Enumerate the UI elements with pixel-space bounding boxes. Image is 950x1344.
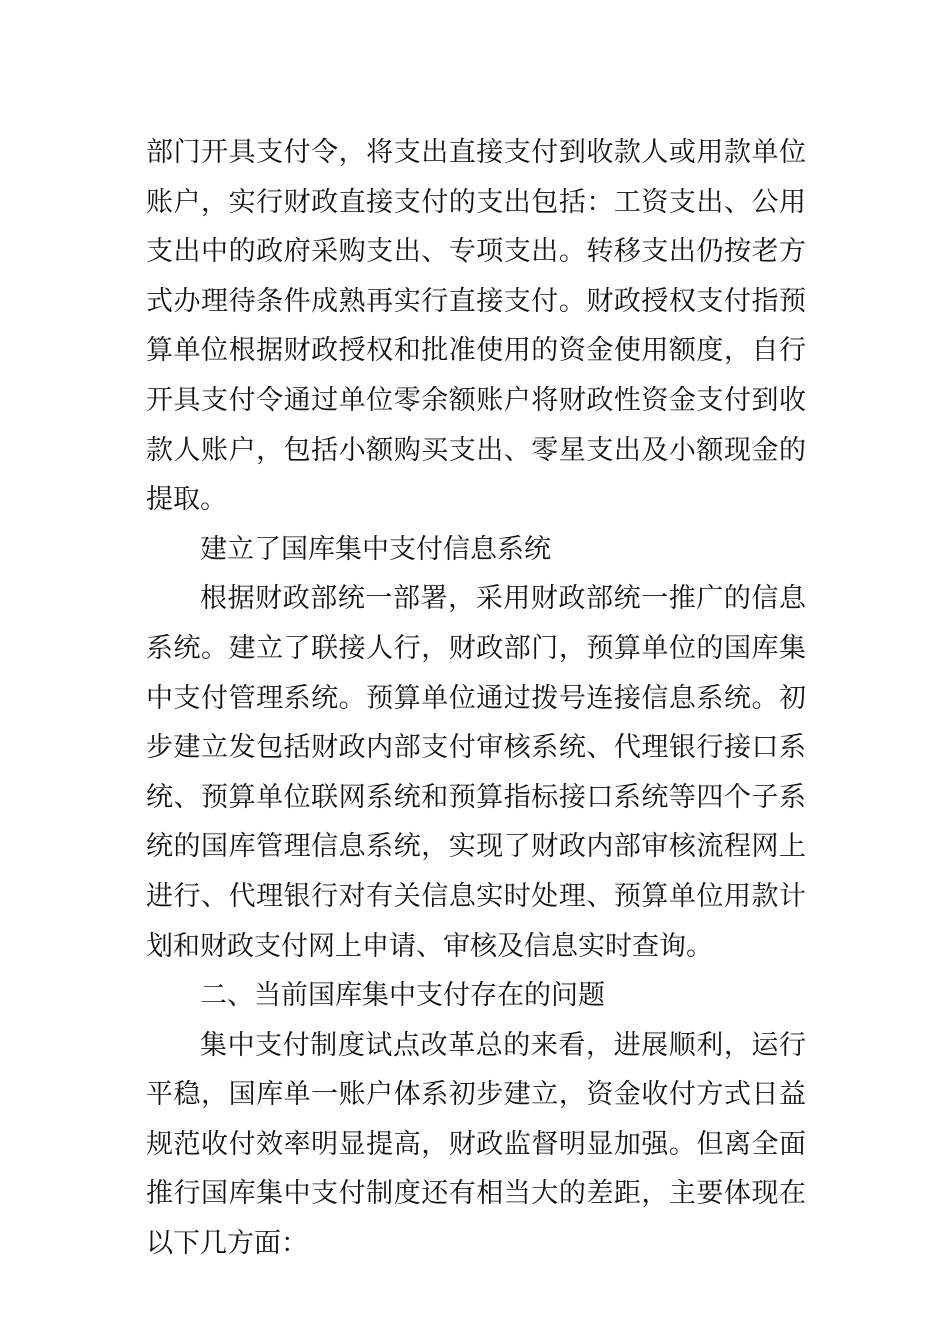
paragraph-current-problems: 集中支付制度试点改革总的来看，进展顺利，运行平稳，国库单一账户体系初步建立，资金收付方式日益规范收付效率明显提高，财政监督明显加强。但离全面推行国库集中支付制度还有相当大的差距，主要体现在以下几方面： — [146, 1029, 806, 1260]
section-heading-info-system: 建立了国库集中支付信息系统 — [200, 533, 551, 565]
paragraph-info-system: 根据财政部统一部署，采用财政部统一推广的信息系统。建立了联接人行，财政部门，预算单位的国库集中支付管理系统。预算单位通过拨号连接信息系统。初步建立发包括财政内部支付审核系统、代理银行接口系统、预算单位联网系统和预算指标接口系统等四个子系统的国库管理信息系统，实现了财政内部审核流程网上进行、代理银行对有关信息实时处理、预算单位用款计划和财政支付网上申请、审核及信息实时查询。 — [146, 583, 806, 962]
paragraph-payment-methods: 部门开具支付令，将支出直接支付到收款人或用款单位账户，实行财政直接支付的支出包括：工资支出、公用支出中的政府采购支出、专项支出。转移支出仍按老方式办理待条件成熟再实行直接支付。财政授权支付指预算单位根据财政授权和批准使用的资金使用额度，自行开具支付令通过单位零余额账户将财政性资金支付到收款人账户，包括小额购买支出、零星支出及小额现金的提取。 — [146, 137, 806, 516]
section-heading-current-problems: 二、当前国库集中支付存在的问题 — [200, 980, 605, 1012]
document-body — [146, 128, 806, 1269]
